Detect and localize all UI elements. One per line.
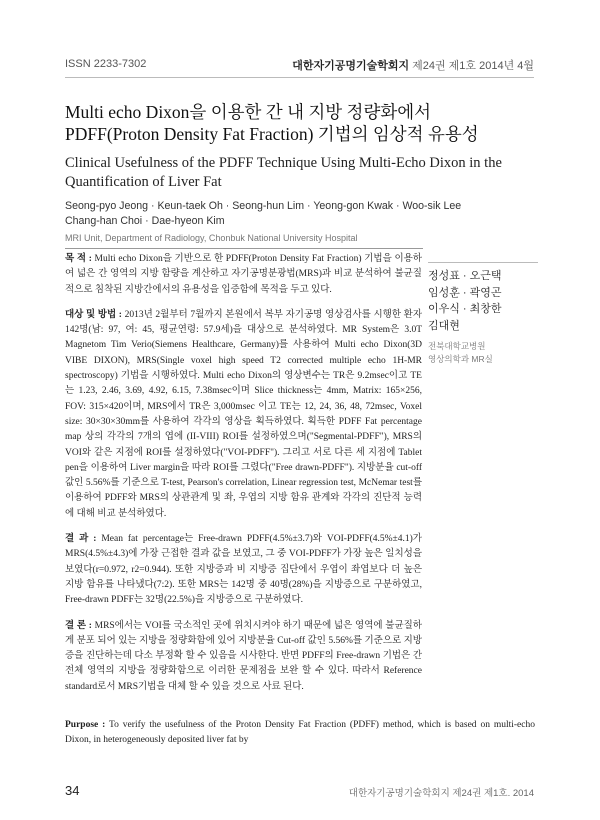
institution-line: 전북대학교병원 bbox=[428, 341, 486, 351]
english-purpose-text: To verify the usefulness of the Proton Density Fat Fraction (PDFF) method, which is based on multi-echo Dixon, in heterogeneously deposited liver fat by bbox=[65, 720, 535, 745]
institution-line: 영상의학과 MR실 bbox=[428, 353, 493, 364]
results-text: Mean fat percentage는 Free-drawn PDFF(4.5%±3.7)와 VOI-PDFF(4.5%±4.1)가 MRS(4.5%±4.3)에 가장 근접한 결과 값을 보였고, 그 중 VOI-PDFF가 가장 높은 일치성을 보였다(r=0.972, r2=0.944). 또한 지방증과 비 지방증 집단에서 우엽이 좌엽보다 더 높은 지방 함유를 나타냈다(7:2). 또한 MRS는 142명 중 40명(28%)을 지방증으로 구분하였고, Free-drawn PDFF는 32명(22.5%)을 지방증으로 구분하였다. bbox=[65, 534, 422, 606]
results-paragraph bbox=[65, 532, 422, 608]
conclusion-paragraph bbox=[65, 619, 422, 695]
institution bbox=[428, 340, 538, 365]
author-names-line: 정성표 · 오근택 bbox=[428, 270, 502, 282]
conclusion-label: 결 론 : bbox=[65, 620, 92, 631]
methods-paragraph bbox=[65, 308, 422, 522]
purpose-label: 목 적 : bbox=[65, 254, 92, 264]
methods-text: 2013년 2월부터 7월까지 본원에서 복부 자기공명 영상검사를 시행한 환자 142명(남: 97, 여: 45, 평균연령: 57.9세)을 대상으로 분석하였다. MR System은 3.0T Magnetom Tim Verio(Siemens Healthcare, Germany)를 사용하여 Multi echo Dixon(3D VIBE DIXON), MRS(Single voxel high speed T2 corrected multiple echo 1H-MR spectroscopy) 기법을 시행하였다. Multi echo Dixon의 영상변수는 TR은 9.2msec이고 TE는 1.23, 2.46, 3.69, 4.92, 6.15, 7.38msec이며 Slice thickness는 4mm, Matrix: 165×256, FOV: 315×420이며, MRS에서 TR은 3,000msec 이고 TE는 12, 24, 36, 48, 72msec, Voxel size: 30×30×30mm를 사용하여 각각의 영상을 획득하였다. 획득한 PDFF Fat percentage map 상의 각각의 7개의 엽에 (II-VIII) ROI를 설정하였으며("Segmental-PDFF"), MRS의 VOI와 같은 지점에 ROI를 설정하였다("VOI-PDFF"). 그리고 서로 다른 세 지점에 Tablet pen을 이용하여 Liver margin을 따라 ROI를 그렸다("Free drawn-PDFF"). 지방분율 cut-off 값인 5.56%를 기준으로 T-test, Pearson's correlation, Linear regression test, McNemar test를 이용하여 PDFF와 MRS의 상관관계 및 좌, 우엽의 지방 함유 관계와 각각의 진단적 능력에 대해 비교 분석하였다. bbox=[65, 309, 422, 519]
conclusion-text: MRS에서는 VOI를 국소적인 곳에 위치시켜야 하기 때문에 넓은 영역에 불균질하게 분포 되어 있는 지방을 정량화함에 있어 지방분율 Cut-off 값인 5.56%를 기준으로 지방증을 진단하는데 다소 부정확 할 수 있음을 시사한다. 반면 PDFF의 Free-drawn 기법은 간 전체 영역의 지방을 정량화함으로 이러한 문제점을 보완 할 수 있다. 따라서 Reference standard로서 MRS기법을 대체 할 수 있을 것으로 사료 된다. bbox=[65, 620, 422, 692]
author-names-line: 김대현 bbox=[428, 319, 460, 332]
author-list bbox=[65, 199, 545, 229]
journal-name: 대한자기공명기술학회지 bbox=[292, 60, 410, 72]
korean-title-line: Multi echo Dixon을 이용한 간 내 지방 정량화에서 bbox=[65, 102, 432, 122]
journal-header bbox=[292, 57, 534, 73]
author-names-line: 이우식 · 최창한 bbox=[428, 303, 502, 315]
footer-journal: 대한자기공명기술학회지 제24권 제1호. 2014 bbox=[348, 788, 534, 799]
korean-author-names bbox=[428, 268, 538, 334]
abstract-top-rule bbox=[65, 248, 423, 249]
issn-label: ISSN 2233-7302 bbox=[65, 58, 147, 70]
author-sidebar bbox=[428, 268, 538, 365]
header-rule bbox=[65, 77, 534, 78]
english-title bbox=[65, 154, 545, 192]
methods-label: 대상 및 방법 : bbox=[65, 309, 122, 320]
author-line: Seong-pyo Jeong · Keun-taek Oh · Seong-hun Lim · Yeong-gon Kwak · Woo-sik Lee bbox=[65, 200, 462, 212]
english-purpose-label: Purpose : bbox=[65, 720, 106, 730]
english-abstract bbox=[65, 718, 535, 748]
purpose-paragraph bbox=[65, 252, 422, 298]
korean-title bbox=[65, 101, 545, 145]
korean-abstract bbox=[65, 252, 422, 705]
page-number: 34 bbox=[65, 783, 80, 798]
author-line: Chang-han Choi · Dae-hyeon Kim bbox=[65, 215, 225, 227]
author-names-line: 임성훈 · 곽영곤 bbox=[428, 286, 502, 299]
results-label: 결 과 : bbox=[65, 534, 97, 545]
english-title-line: Clinical Usefulness of the PDFF Technique Using Multi-Echo Dixon in the bbox=[65, 155, 502, 171]
journal-volume: 제24권 제1호 2014년 4월 bbox=[409, 60, 534, 72]
korean-title-line: PDFF(Proton Density Fat Fraction) 기법의 임상적 유용성 bbox=[65, 124, 479, 144]
sidebar-top-rule bbox=[428, 262, 538, 263]
english-title-line: Quantification of Liver Fat bbox=[65, 174, 222, 190]
affiliation: MRI Unit, Department of Radiology, Chonbuk National University Hospital bbox=[65, 233, 358, 243]
purpose-text: Multi echo Dixon을 기반으로 한 PDFF(Proton Density Fat Fraction) 기법을 이용하여 넓은 간 영역의 지방 함량을 계산하고 자기공명분광법(MRS)과 비교 분석하여 불균질 적으로 침착된 지방간에서의 유용성을 입증함에 목적을 두고 있다. bbox=[65, 254, 422, 295]
